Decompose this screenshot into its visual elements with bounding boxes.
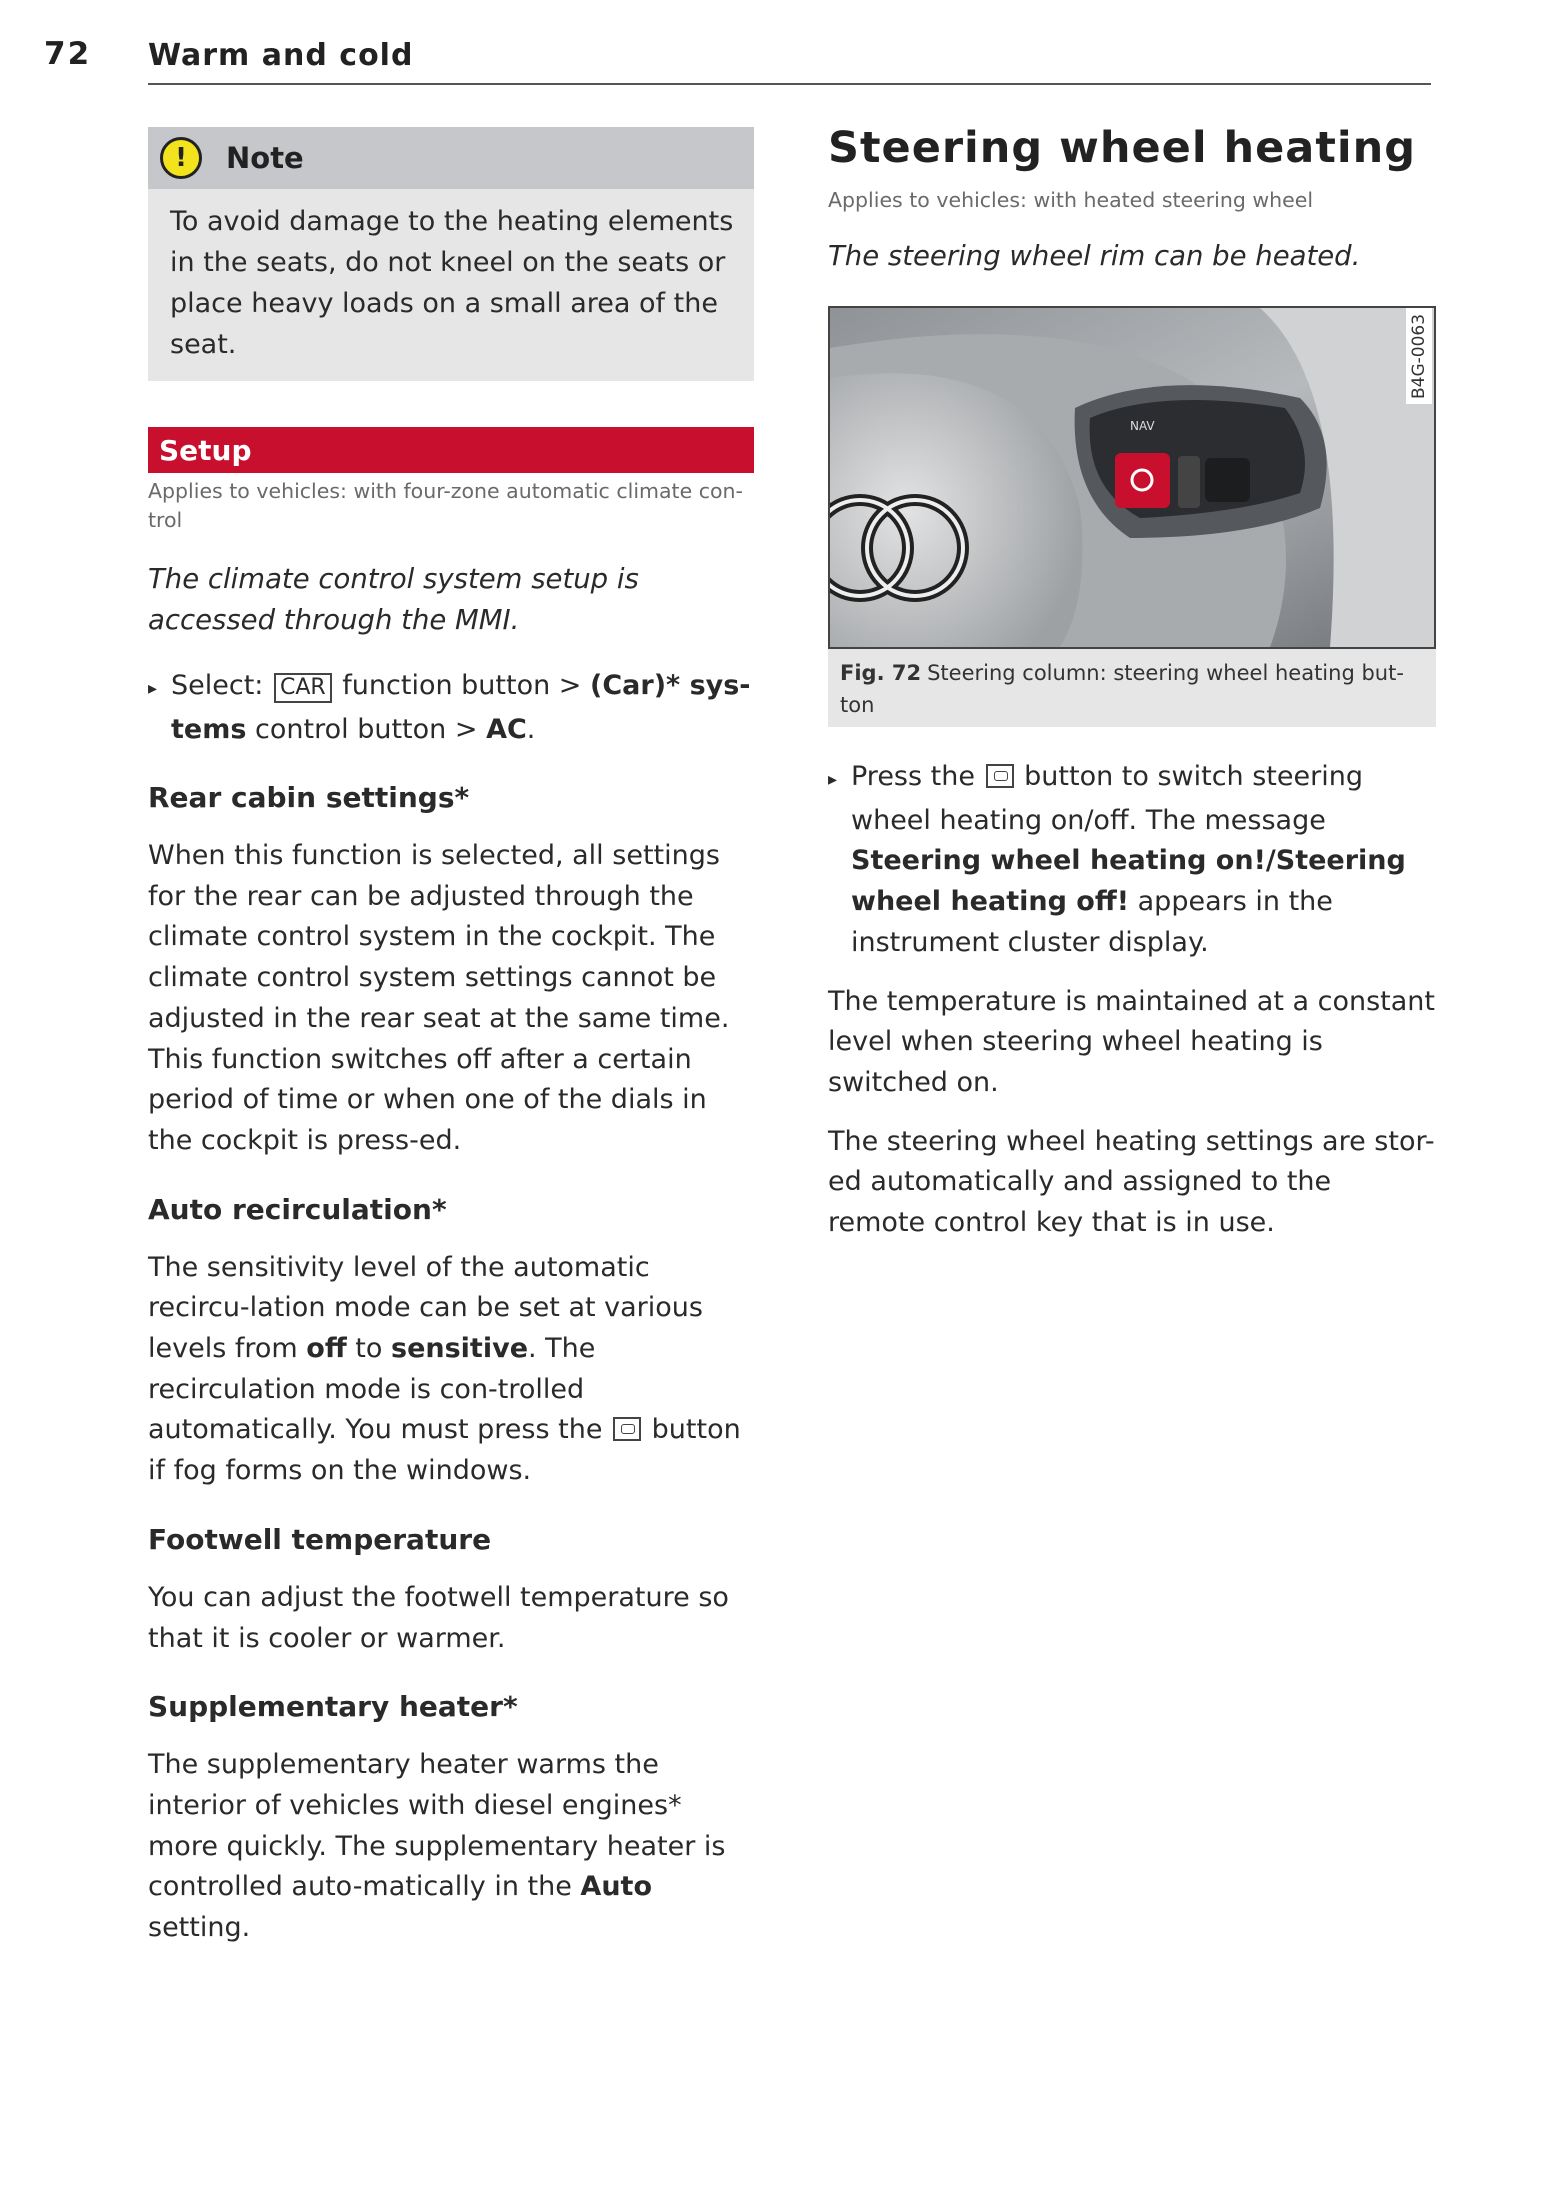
figure-code: B4G-0063 <box>1406 308 1432 404</box>
header-rule <box>148 83 1431 85</box>
steering-figure <box>828 306 1436 649</box>
step-arrow-icon: ▸ <box>148 678 158 699</box>
setup-applies: Applies to vehicles: with four-zone automatic climate con-trol <box>148 479 743 532</box>
rear-cabin-text: When this function is selected, all settings for the rear can be adjusted through the climate control system in the cockpit. The climate control system settings cannot be adjusted in the rear seat at the same time. This function switches off after a certain period of time or when one of the dials in the cockpit is press-ed. <box>148 840 730 1156</box>
footwell-text: You can adjust the footwell temperature so that it is cooler or warmer. <box>148 1581 729 1654</box>
step-control-button: control button > <box>255 714 478 745</box>
right-column <box>828 120 1436 1244</box>
figure-caption <box>828 649 1436 727</box>
auto-recirc-text <box>148 1248 754 1492</box>
car-key: CAR <box>274 673 332 703</box>
auto-recirc-p2: . The recirculation mode is con-trolled automatically. You must press the <box>148 1333 603 1446</box>
steering-step-p3: appears in the instrument cluster display. <box>851 886 1333 958</box>
note-title: Note <box>226 141 304 175</box>
steering-para-1: The temperature is maintained at a constant level when steering wheel heating is switched on. <box>828 985 1435 1098</box>
step-ac: AC <box>486 714 527 745</box>
step-function-button: function button > <box>342 670 582 701</box>
supp-heater-p1: The supplementary heater warms the interior of vehicles with diesel engines* more quickly. The supplementary heater is controlled auto-matically in the <box>148 1749 726 1903</box>
setup-intro: The climate control system setup is accessed through the MMI. <box>148 563 639 636</box>
setup-heading: Setup <box>148 427 754 473</box>
steering-wheel-illustration <box>830 308 1434 647</box>
steering-step-p2: button to switch steering wheel heating on/off. The message <box>851 761 1363 836</box>
steering-heat-icon <box>986 764 1014 788</box>
steering-step-message: Steering wheel heating on!/Steering wheel heating off! <box>851 845 1406 918</box>
supp-heater-auto: Auto <box>580 1871 652 1903</box>
rear-cabin-heading: Rear cabin settings* <box>148 781 470 814</box>
nav-label: NAV <box>1130 419 1155 433</box>
section-title: Warm and cold <box>148 38 414 73</box>
note-box <box>148 127 754 381</box>
steering-intro: The steering wheel rim can be heated. <box>828 240 1361 272</box>
step-end: . <box>526 714 536 745</box>
left-column <box>148 127 754 1949</box>
setup-step <box>148 665 754 750</box>
page-number: 72 <box>44 36 92 72</box>
step-select: Select: <box>171 670 264 701</box>
steering-title: Steering wheel heating <box>828 123 1417 173</box>
exclamation-icon: ! <box>160 137 202 179</box>
supp-heater-heading: Supplementary heater* <box>148 1690 518 1724</box>
defrost-icon <box>613 1417 641 1441</box>
steering-para-2: The steering wheel heating settings are stor-ed automatically and assigned to the remote control key that is in use. <box>828 1125 1435 1239</box>
steering-step-p1: Press the <box>851 761 975 792</box>
step-arrow-icon: ▸ <box>828 769 838 790</box>
steering-step <box>828 757 1436 964</box>
steering-applies: Applies to vehicles: with heated steering wheel <box>828 188 1314 212</box>
note-text: To avoid damage to the heating elements in the seats, do not kneel on the seats or place heavy loads on a small area of the seat. <box>170 206 734 360</box>
footwell-heading: Footwell temperature <box>148 1522 492 1556</box>
auto-recirc-p3: button if fog forms on the windows. <box>148 1414 741 1487</box>
step-car-systems: (Car)* sys-tems <box>171 670 751 745</box>
figure-label: Fig. 72 <box>840 661 922 685</box>
auto-recirc-sensitive: sensitive <box>391 1333 529 1365</box>
note-header <box>148 127 754 189</box>
auto-recirc-to: to <box>355 1333 383 1365</box>
auto-recirc-p1: The sensitivity level of the automatic recircu-lation mode can be set at various levels from <box>148 1251 703 1365</box>
auto-recirc-heading: Auto recirculation* <box>148 1192 447 1226</box>
supp-heater-text <box>148 1745 754 1949</box>
figure-caption-text: Steering column: steering wheel heating but-ton <box>840 661 1404 717</box>
supp-heater-p2: setting. <box>148 1912 251 1944</box>
auto-recirc-off: off <box>306 1333 347 1365</box>
heat-button-shape <box>1115 453 1170 508</box>
